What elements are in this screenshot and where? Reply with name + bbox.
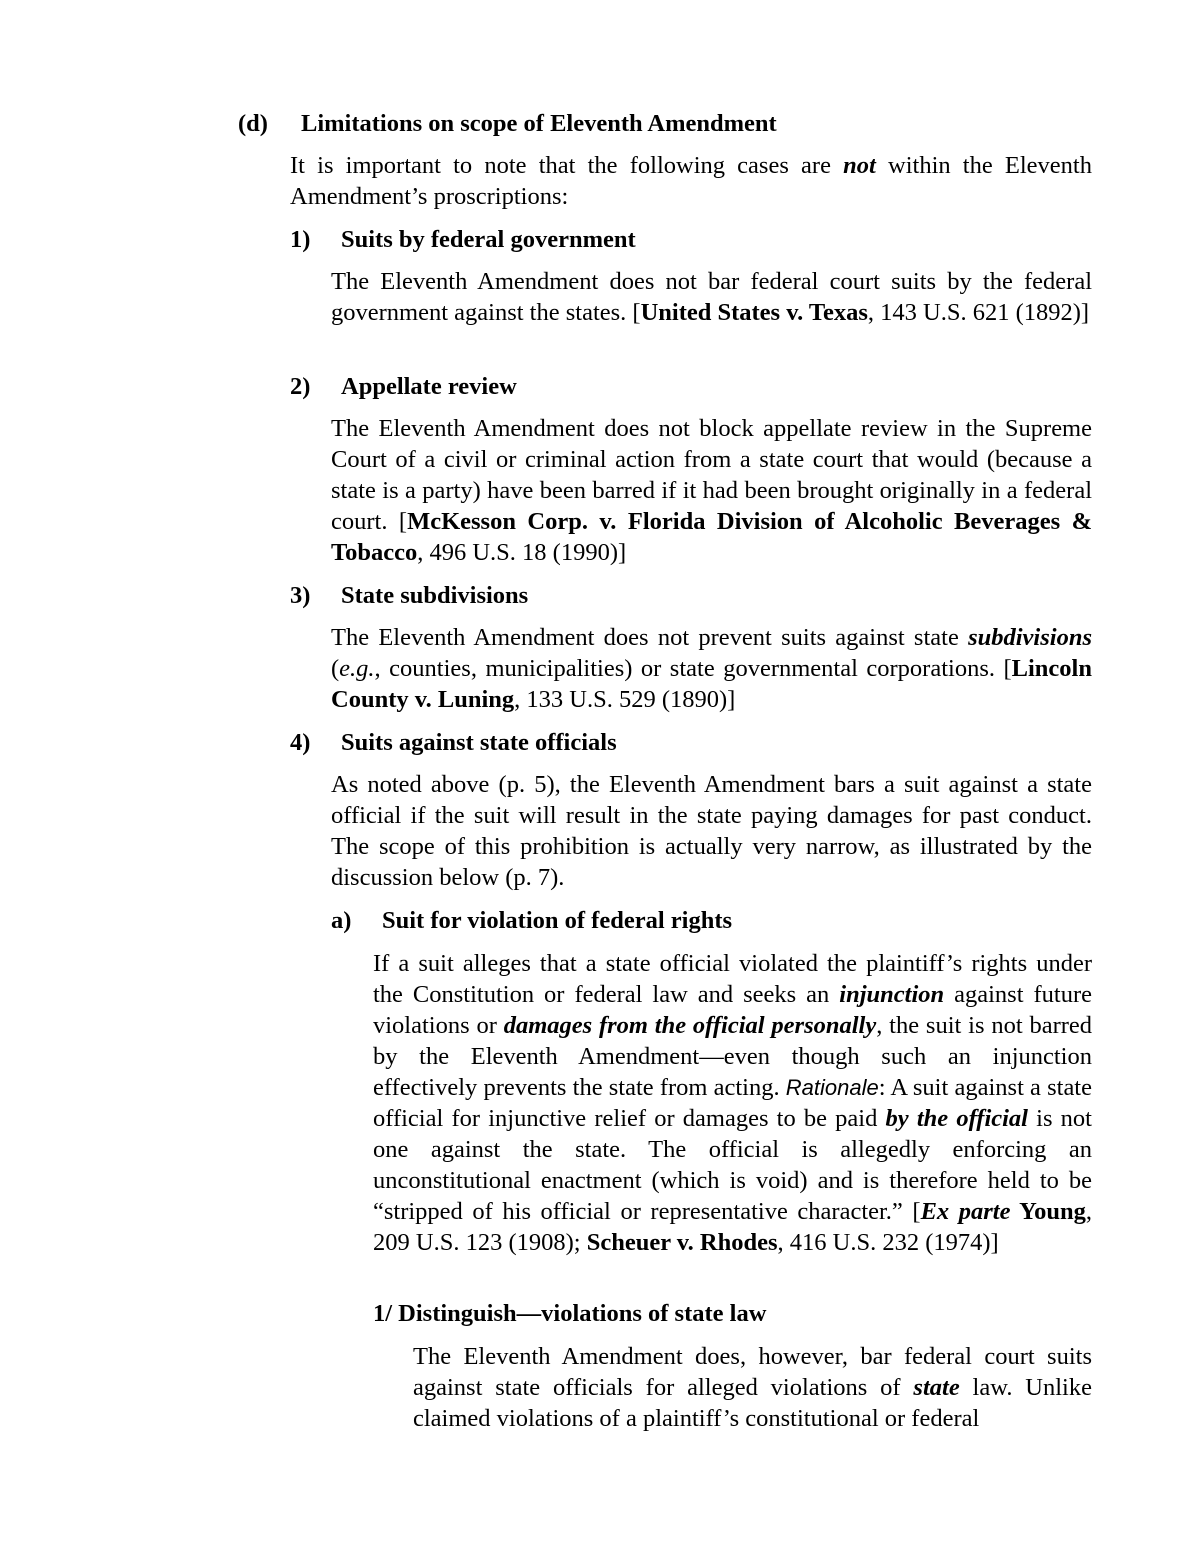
- case-citation: , 133 U.S. 529 (1890)]: [514, 686, 736, 713]
- body-text: against future violations or: [373, 981, 1092, 1039]
- intro-text-end: within the Eleventh Amendment’s proscriptions:: [290, 152, 1092, 210]
- item-title: Suits against state officials: [341, 729, 617, 756]
- body-text: is not one against the state. The official is allegedly enforcing an unconstitutional enactment (which is void) and is therefore held to be “stripped of his official or representative character.” [: [373, 1105, 1092, 1225]
- item-4a-body: [373, 948, 1092, 1258]
- item-3-body: [331, 622, 1092, 715]
- rationale-label: Rationale: [785, 1075, 879, 1100]
- item-label: 1): [290, 226, 311, 253]
- item-label: 4): [290, 729, 311, 756]
- section-title: Limitations on scope of Eleventh Amendment: [301, 110, 777, 137]
- item-title: Suits by federal government: [341, 226, 636, 253]
- body-text: law. Unlike claimed violations of a plaintiff’s constitutional or federal: [413, 1374, 1092, 1432]
- item-label: 2): [290, 373, 311, 400]
- case-citation: , 143 U.S. 621 (1892)]: [867, 299, 1090, 326]
- body-text: , the suit is not barred by the Eleventh Amendment—even though such an injunction effectively prevents the state from acting.: [373, 1012, 1093, 1101]
- emphasis: state: [913, 1374, 960, 1401]
- case-name-italic: Ex parte: [920, 1198, 1011, 1225]
- section-label: (d): [238, 110, 268, 137]
- item-title: Suit for violation of federal rights: [382, 907, 733, 934]
- case-citation: , 209 U.S. 123 (1908);: [373, 1198, 1092, 1256]
- body-text: As noted above (p. 5), the Eleventh Amendment bars a suit against a state official if the suit will result in the state paying damages for past conduct. The scope of this prohibition is actually very narrow, as illustrated by the discussion below (p. 7).: [331, 771, 1092, 891]
- intro-text: It is important to note that the following cases are: [290, 152, 844, 179]
- emphasis: by the official: [885, 1105, 1028, 1132]
- item-title: State subdivisions: [341, 582, 529, 609]
- body-text: The Eleventh Amendment does, however, bar federal court suits against state officials for alleged violations of: [413, 1343, 1092, 1401]
- body-text: (: [331, 655, 340, 682]
- case-citation: , 416 U.S. 232 (1974)]: [777, 1229, 999, 1256]
- body-text: The Eleventh Amendment does not block appellate review in the Supreme Court of a civil or criminal action from a state court that would (because a state is a party) have been barred if it had been brought originally in a federal court. [: [331, 415, 1092, 535]
- body-text: The Eleventh Amendment does not prevent suits against state: [331, 624, 969, 651]
- body-text: , counties, municipalities) or state governmental corporations. [: [374, 655, 1012, 682]
- item-title: 1/ Distinguish—violations of state law: [373, 1300, 767, 1327]
- item-1-heading: [290, 224, 636, 255]
- intro-emphasis: not: [843, 152, 876, 179]
- case-name: United States v. Texas: [640, 299, 868, 326]
- emphasis: subdivisions: [968, 624, 1092, 651]
- case-name: Young: [1010, 1198, 1086, 1225]
- item-label: 3): [290, 582, 311, 609]
- item-3-heading: [290, 580, 528, 611]
- case-name: McKesson Corp. v. Florida Division of Alcoholic Beverages & Tobacco: [331, 508, 1093, 566]
- section-d-heading: [238, 108, 777, 139]
- item-4-body: [331, 769, 1092, 893]
- case-name: Scheuer v. Rhodes: [586, 1229, 778, 1256]
- item-4a1-heading: [373, 1298, 766, 1329]
- emphasis: injunction: [839, 981, 945, 1008]
- eg-abbrev: e.g.: [339, 655, 375, 682]
- item-label: a): [331, 907, 352, 934]
- item-4-heading: [290, 727, 617, 758]
- section-d-intro: [290, 150, 1092, 212]
- item-4a-heading: [331, 905, 732, 936]
- body-text: If a suit alleges that a state official violated the plaintiff’s rights under the Constitution or federal law and seeks an: [373, 950, 1092, 1008]
- emphasis: damages from the official personally: [503, 1012, 877, 1039]
- item-1-body: [331, 266, 1092, 328]
- body-text: The Eleventh Amendment does not bar federal court suits by the federal government against the states. [: [331, 268, 1092, 326]
- body-text: : A suit against a state official for injunctive relief or damages to be paid: [373, 1074, 1092, 1132]
- item-2-heading: [290, 371, 517, 402]
- item-4a1-body: [413, 1341, 1092, 1434]
- case-name: Lincoln County v. Luning: [331, 655, 1092, 713]
- case-citation: , 496 U.S. 18 (1990)]: [417, 539, 627, 566]
- item-2-body: [331, 413, 1092, 568]
- item-title: Appellate review: [341, 373, 517, 400]
